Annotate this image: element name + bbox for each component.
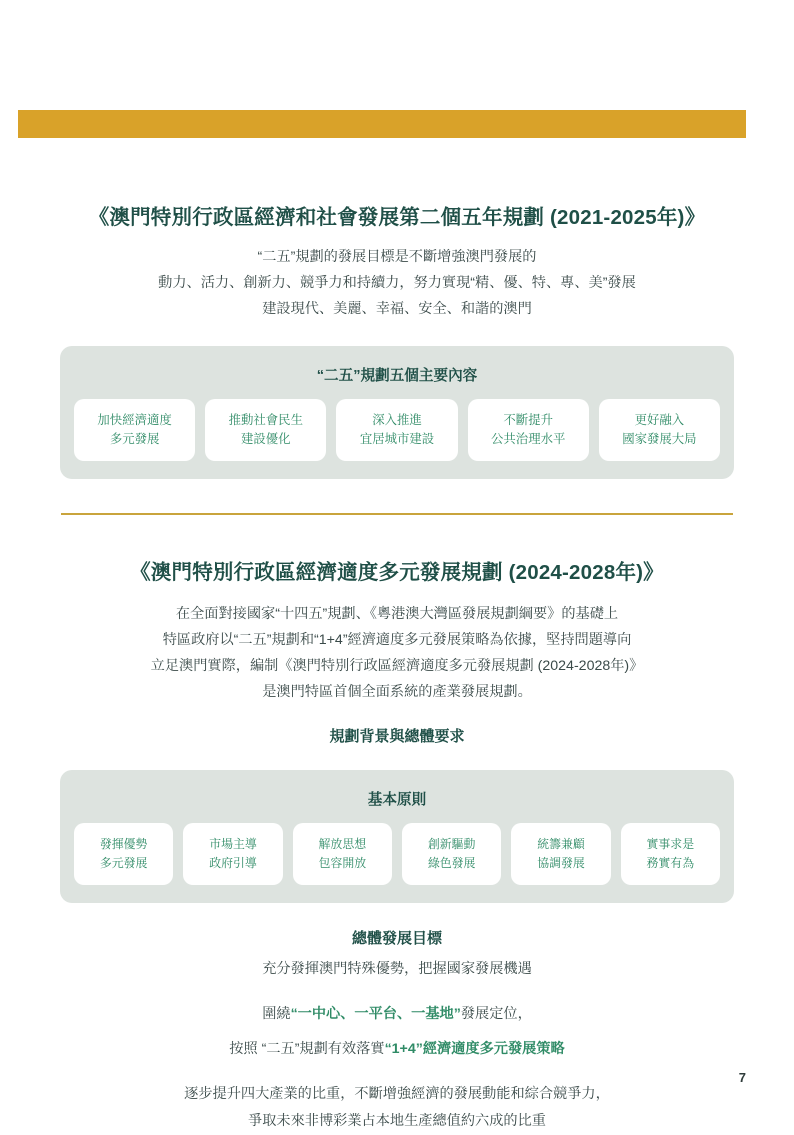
chip-item: 更好融入 國家發展大局 (599, 399, 720, 461)
section2-paragraph-line-1: 在全面對接國家“十四五”規劃、《粵港澳大灣區發展規劃綱要》的基礎上 (175, 606, 619, 622)
goal-tail-line-2: 爭取未來非博彩業占本地生產總值約六成的比重 (248, 1113, 546, 1129)
section1-title: 《澳門特別行政區經濟和社會發展第二個五年規劃 (2021-2025年)》 (88, 206, 706, 229)
chip-item: 發揮優勢 多元發展 (74, 823, 173, 885)
goal-line-3-prefix: 按照 “二五”規劃有效落實 (229, 1041, 385, 1057)
section1-title-wrap (60, 200, 734, 230)
goal-line-2-highlight: “一中心、一平台、一基地” (290, 1006, 461, 1022)
section2-paragraph-line-2: 特區政府以“二五”規劃和“1+4”經濟適度多元發展策略為依據，堅持問題導向 (162, 632, 632, 648)
section1-panel (60, 346, 734, 479)
section-divider (61, 513, 733, 515)
section2-goal-line-1: 充分發揮澳門特殊優勢，把握國家發展機遇 (262, 961, 532, 977)
section1-lead-line-2: 動力、活力、創新力、競爭力和持續力，努力實現“精、優、特、專、美”發展 (158, 275, 636, 291)
section2-goal-line-2 (60, 1001, 734, 1028)
section1-lead-line-3: 建設現代、美麗、幸福、安全、和諧的澳門 (262, 301, 532, 317)
section2-chip-row (74, 823, 720, 885)
goal-line-2-suffix: 發展定位， (460, 1006, 532, 1022)
chip-item: 解放思想 包容開放 (293, 823, 392, 885)
section2-goal-line-3 (60, 1036, 734, 1063)
section-diversification-plan (0, 555, 794, 1135)
goal-line-3-highlight: “1+4”經濟適度多元發展策略 (384, 1041, 565, 1057)
goal-tail-line-1: 逐步提升四大產業的比重，不斷增強經濟的發展動能和綜合競爭力， (184, 1086, 610, 1102)
section1-chip-row (74, 399, 720, 461)
chip-item: 不斷提升 公共治理水平 (468, 399, 589, 461)
chip-item: 實事求是 務實有為 (621, 823, 720, 885)
chip-item: 統籌兼顧 協調發展 (511, 823, 610, 885)
section2-goal-heading: 總體發展目標 (351, 930, 442, 947)
section2-title: 《澳門特別行政區經濟適度多元發展規劃 (2024-2028年)》 (130, 561, 664, 584)
section2-panel (60, 770, 734, 903)
header-gold-bar (18, 110, 746, 138)
section2-goal-tail (60, 1081, 734, 1135)
section2-paragraph (60, 601, 734, 705)
section-five-year-plan (0, 200, 794, 479)
section2-paragraph-line-4: 是澳門特區首個全面系統的產業發展規劃。 (262, 684, 532, 700)
section2-panel-title: 基本原則 (367, 792, 427, 808)
page-content (0, 138, 794, 1135)
chip-item: 深入推進 宜居城市建設 (336, 399, 457, 461)
chip-item: 加快經濟適度 多元發展 (74, 399, 195, 461)
chip-item: 市場主導 政府引導 (183, 823, 282, 885)
section1-panel-title: “二五”規劃五個主要內容 (316, 368, 478, 384)
section2-subheading: 規劃背景與總體要求 (329, 728, 465, 745)
chip-item: 創新驅動 綠色發展 (402, 823, 501, 885)
page-number: 7 (738, 1070, 746, 1085)
section1-lead-line-1: “二五”規劃的發展目標是不斷增強澳門發展的 (257, 249, 537, 265)
chip-item: 推動社會民生 建設優化 (205, 399, 326, 461)
goal-line-2-prefix: 圍繞 (262, 1006, 291, 1022)
section1-lead (60, 244, 734, 322)
section2-paragraph-line-3: 立足澳門實際，編制《澳門特別行政區經濟適度多元發展規劃 (2024-2028年)》 (150, 658, 644, 674)
section2-title-wrap (60, 555, 734, 585)
